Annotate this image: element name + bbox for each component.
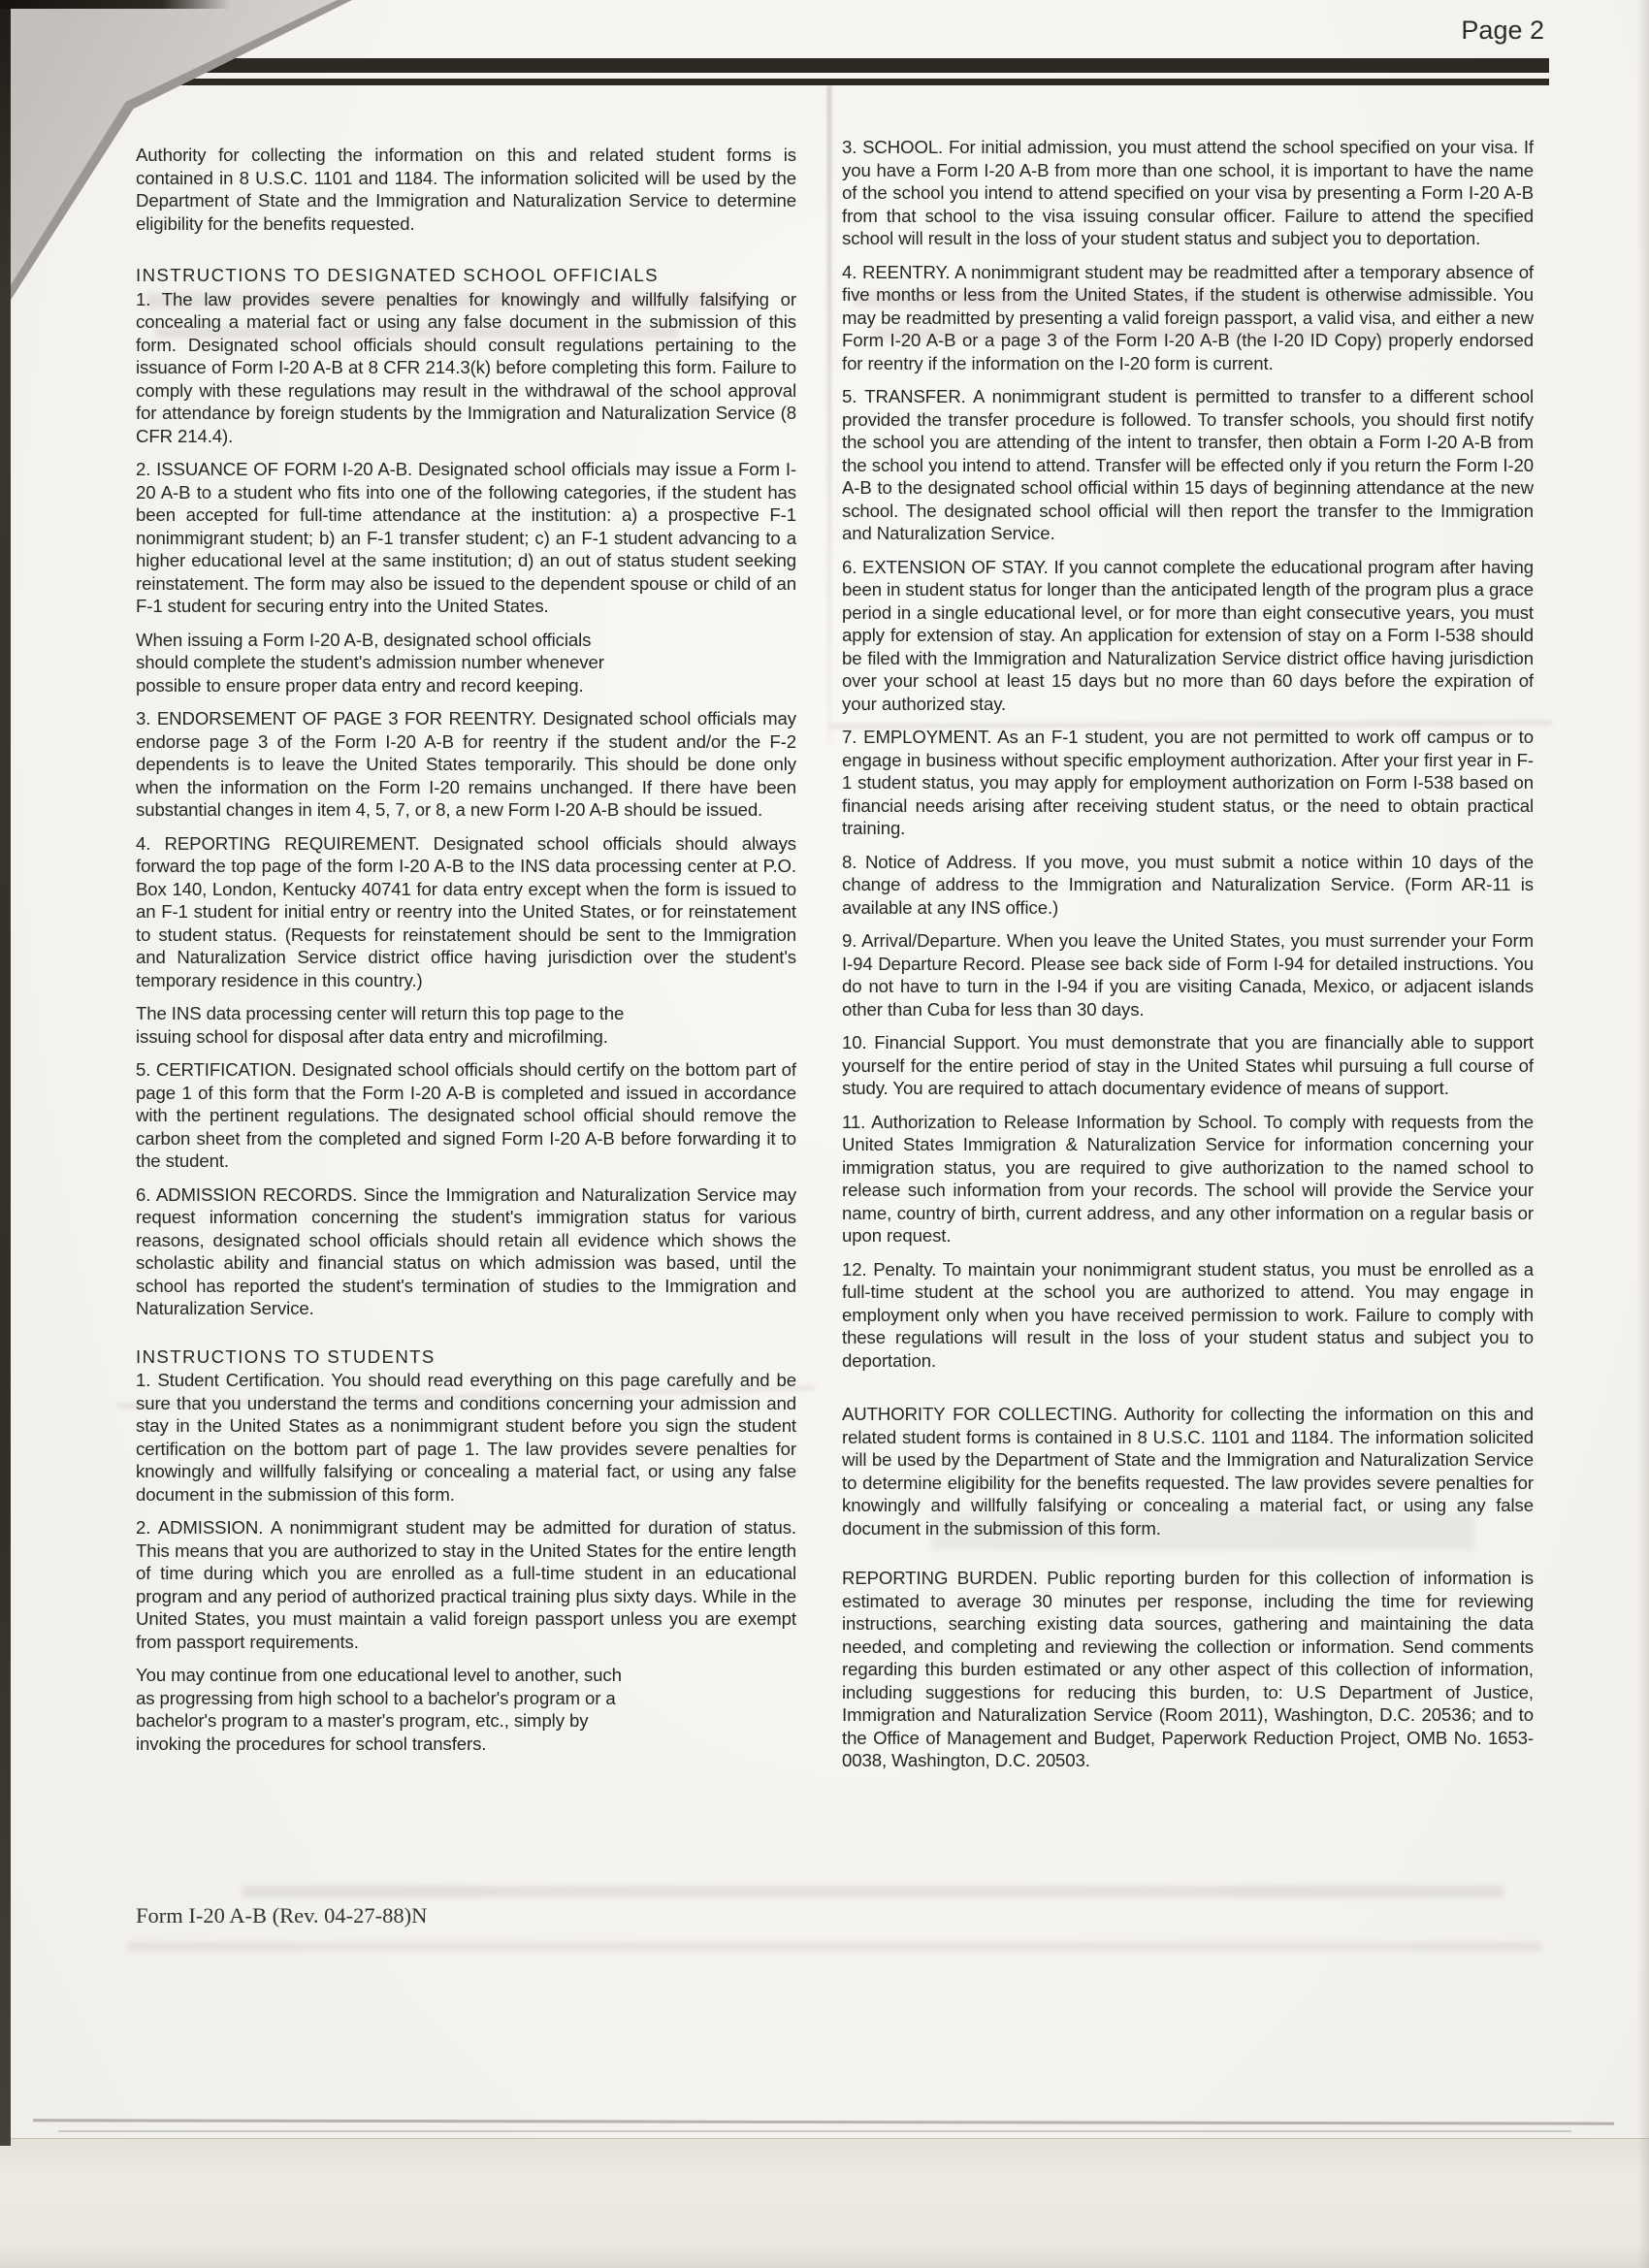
page-number-label: Page 2 (1461, 16, 1544, 45)
paragraph-authority-intro: Authority for collecting the information on this and related student forms is contained in 8 U.S.C. 1101 and 1184. The information solicited will be used by the Department of State and the Immigration and Naturalization Service to determine eligibility for the benefits requested. (136, 145, 796, 234)
paragraph-transfer: 5. TRANSFER. A nonimmigrant student is permitted to transfer to a different school provided the transfer procedure is followed. To transfer schools, you should first notify the school you are attending of the intent to transfer, then obtain a Form I-20 A-B from the school you intend to attend. Transfer will be effected only if you return the Form I-20 A-B to the designated school official within 15 days of beginning attendance at the new school. The designated school official will then report the transfer to the Immigration and Naturalization Service. (842, 386, 1534, 543)
paragraph-financial-support: 10. Financial Support. You must demonstrate that you are financially able to support yourself for the entire period of stay in the United States whil pursuing a full course of study. You are required to attach documentary evidence of means of support. (842, 1032, 1534, 1098)
scanner-edge-top (0, 0, 231, 9)
paragraph-officials-2: 2. ISSUANCE OF FORM I-20 A-B. Designated school officials may issue a Form I-20 A-B to a student who fits into one of the following categories, if the student has been accepted for full-time attendance at the institution: a) a prospective F-1 nonimmigrant student; b) an F-1 transfer student; c) an F-1 student advancing to a higher educational level at the same institution; d) an out of status student seeking reinstatement. The form may also be issued to the dependent spouse or child of an F-1 student for securing entry into the United States. (136, 459, 796, 616)
paragraph-officials-4: 4. REPORTING REQUIREMENT. Designated school officials should always forward the top page of the form I-20 A-B to the INS data processing center at P.O. Box 140, London, Kentucky 40741 for data entry except when the form is issued to an F-1 student for initial entry or reentry into the United States, or for reinstatement to student status. (Requests for reinstatement should be sent to the Immigration and Naturalization Service district office having jurisdiction over the student's temporary residence in this country.) (136, 832, 796, 990)
paragraph-officials-6: 6. ADMISSION RECORDS. Since the Immigration and Naturalization Service may request information concerning the student's immigration status for various reasons, designated school officials should retain all evidence which shows the scholastic ability and financial status on which admission was based, until the school has reported the student's termination of studies to the Immigration and Naturalization Service. (136, 1183, 796, 1318)
page-edge-right-shadow (1637, 0, 1649, 2268)
left-column (136, 144, 796, 1766)
paragraph-authorization-release: 11. Authorization to Release Information by School. To comply with requests from the United States Immigration & Naturalization Service for information concerning your immigration status, you are required to give authorization to the named school to release such information from your records. The school will provide the Service your name, country of birth, current address, and any other information on a regular basis or upon request. (842, 1111, 1534, 1246)
paragraph-students-1: 1. Student Certification. You should read everything on this page carefully and be sure that you understand the terms and conditions concerning your admission and stay in the United States as a nonimmigrant student before you sign the student certification on the bottom part of page 1. The law provides severe penalties for knowingly and willfully falsifying or concealing a material fact, or using any false document in the submission of this form. (136, 1370, 796, 1505)
right-column (842, 136, 1534, 1783)
paragraph-students-continue: You may continue from one educational level to another, such as progressing from high school to a bachelor's program or a bachelor's program to a master's program, etc., simply by invoking the procedures for school transfers. (136, 1665, 622, 1754)
ghost-text-smudge (242, 1886, 1504, 1897)
paragraph-notice-of-address: 8. Notice of Address. If you move, you must submit a notice within 10 days of the change of address to the Immigration and Naturalization Service. (Form AR-11 is available at any INS office.) (842, 851, 1534, 918)
scanner-edge-left (0, 0, 11, 2146)
paragraph-reporting-burden: REPORTING BURDEN. Public reporting burden for this collection of information is estimated to average 30 minutes per response, including the time for reviewing instructions, searching existing data sources, gathering and maintaining the data needed, and completing and reviewing the collection or information. Send comments regarding this burden estimated or any other aspect of this collection of information, including suggestions for reducing this burden, to: U.S Department of Justice, Immigration and Naturalization Service (Room 2011), Washington, D.C. 20536; and to the Office of Management and Budget, Paperwork Reduction Project, OMB No. 1653-0038, Washington, D.C. 20503. (842, 1568, 1534, 1770)
paragraph-penalty: 12. Penalty. To maintain your nonimmigrant student status, you must be enrolled as a full-time student at the school you are authorized to attend. You may engage in employment only when you have received permission to work. Failure to comply with these regulations will result in the loss of your student status and subject you to deportation. (842, 1258, 1534, 1371)
paragraph-officials-ins-return: The INS data processing center will return this top page to the issuing school for disposal after data entry and microfilming. (136, 1003, 625, 1047)
paragraph-reentry: 4. REENTRY. A nonimmigrant student may be readmitted after a temporary absence of five months or less from the United States, if the student is otherwise admissible. You may be readmitted by presenting a valid foreign passport, a valid visa, and either a new Form I-20 A-B or a page 3 of the Form I-20 A-B (the I-20 ID Copy) properly endorsed for reentry if the information on the I-20 form is current. (842, 261, 1534, 373)
paragraph-extension-of-stay: 6. EXTENSION OF STAY. If you cannot complete the educational program after having been in student status for longer than the anticipated length of the program plus a grace period in a single educational level, or for more than eight consecutive years, you must apply for extension of stay. An application for extension of stay on a Form I-538 should be filed with the Immigration and Naturalization Service district office having jurisdiction over your school at least 15 days but no more than 60 days before the expiration of your authorized stay. (842, 556, 1534, 714)
paragraph-school: 3. SCHOOL. For initial admission, you must attend the school specified on your visa. If you have a Form I-20 A-B from more than one school, it is important to have the name of the school you intend to attend specified on your visa by presenting a Form I-20 A-B from that school to the visa issuing consular officer. Failure to attend the specified school will result in the loss of your student status and subject you to deportation. (842, 137, 1534, 248)
page-bottom-edge-line (33, 2119, 1614, 2124)
paragraph-officials-when-issuing: When issuing a Form I-20 A-B, designated school officials should complete the student's admission number whenever possible to ensure proper data entry and record keeping. (136, 629, 604, 696)
scanner-bed-bottom (0, 2138, 1649, 2268)
page-bottom-edge-line (58, 2130, 1571, 2132)
paragraph-officials-3: 3. ENDORSEMENT OF PAGE 3 FOR REENTRY. Designated school officials may endorse page 3 of the Form I-20 A-B for reentry if the student and/or the F-2 dependents is to leave the United States temporarily. This should be done only when the information on the Form I-20 remains unchanged. If there have been substantial changes in item 4, 5, 7, or 8, a new Form I-20 A-B should be issued. (136, 708, 796, 820)
paragraph-officials-1: 1. The law provides severe penalties for knowingly and willfully falsifying or concealing a material fact or using any false document in the submission of this form. Designated school officials should consult regulations pertaining to the issuance of Form I-20 A-B at 8 CFR 214.3(k) before completing this form. Failure to comply with these regulations may result in the withdrawal of the school approval for attendance by foreign students by the Immigration and Naturalization Service (8 CFR 214.4). (136, 288, 796, 446)
header-rule-thick (124, 58, 1549, 73)
header-rule-thin (124, 79, 1549, 85)
heading-instructions-officials: INSTRUCTIONS TO DESIGNATED SCHOOL OFFICIALS (136, 265, 659, 285)
paragraph-arrival-departure: 9. Arrival/Departure. When you leave the United States, you must surrender your Form I-94 Departure Record. Please see back side of Form I-94 for detailed instructions. You do not have to turn in the I-94 if you are visiting Canada, Mexico, or adjacent islands other than Cuba for less than 30 days. (842, 930, 1534, 1020)
paragraph-students-2: 2. ADMISSION. A nonimmigrant student may be admitted for duration of status. This means that you are authorized to stay in the United States for the entire length of time during which you are enrolled as a full-time student in an educational program and any period of authorized practical training plus sixty days. While in the United States, you must maintain a valid foreign passport unless you are exempt from passport requirements. (136, 1517, 796, 1652)
paragraph-authority-for-collecting: AUTHORITY FOR COLLECTING. Authority for collecting the information on this and related student forms is contained in 8 U.S.C. 1101 and 1184. The information solicited will be used by the Department of State and the Immigration and Naturalization Service to determine eligibility for the benefits requested. The law provides severe penalties for knowingly and willfully falsifying or concealing a material fact, or using any false document in the submission of this form. (842, 1404, 1534, 1539)
ghost-text-smudge (126, 1942, 1542, 1951)
heading-instructions-students: INSTRUCTIONS TO STUDENTS (136, 1345, 436, 1367)
paragraph-officials-5: 5. CERTIFICATION. Designated school officials should certify on the bottom part of page 1 of this form that the Form I-20 A-B is completed and issued in accordance with the pertinent regulations. The designated school official should remove the carbon sheet from the completed and signed Form I-20 A-B before forwarding it to the student. (136, 1059, 796, 1171)
paragraph-employment: 7. EMPLOYMENT. As an F-1 student, you are not permitted to work off campus or to engage in business without specific employment authorization. After your first year in F-1 student status, you may apply for employment authorization on Form I-538 based on financial needs arising after receiving student status, or the need to obtain practical training. (842, 727, 1534, 838)
form-number-footer: Form I-20 A-B (Rev. 04-27-88)N (136, 1903, 428, 1928)
vertical-fold-crease (827, 85, 831, 745)
